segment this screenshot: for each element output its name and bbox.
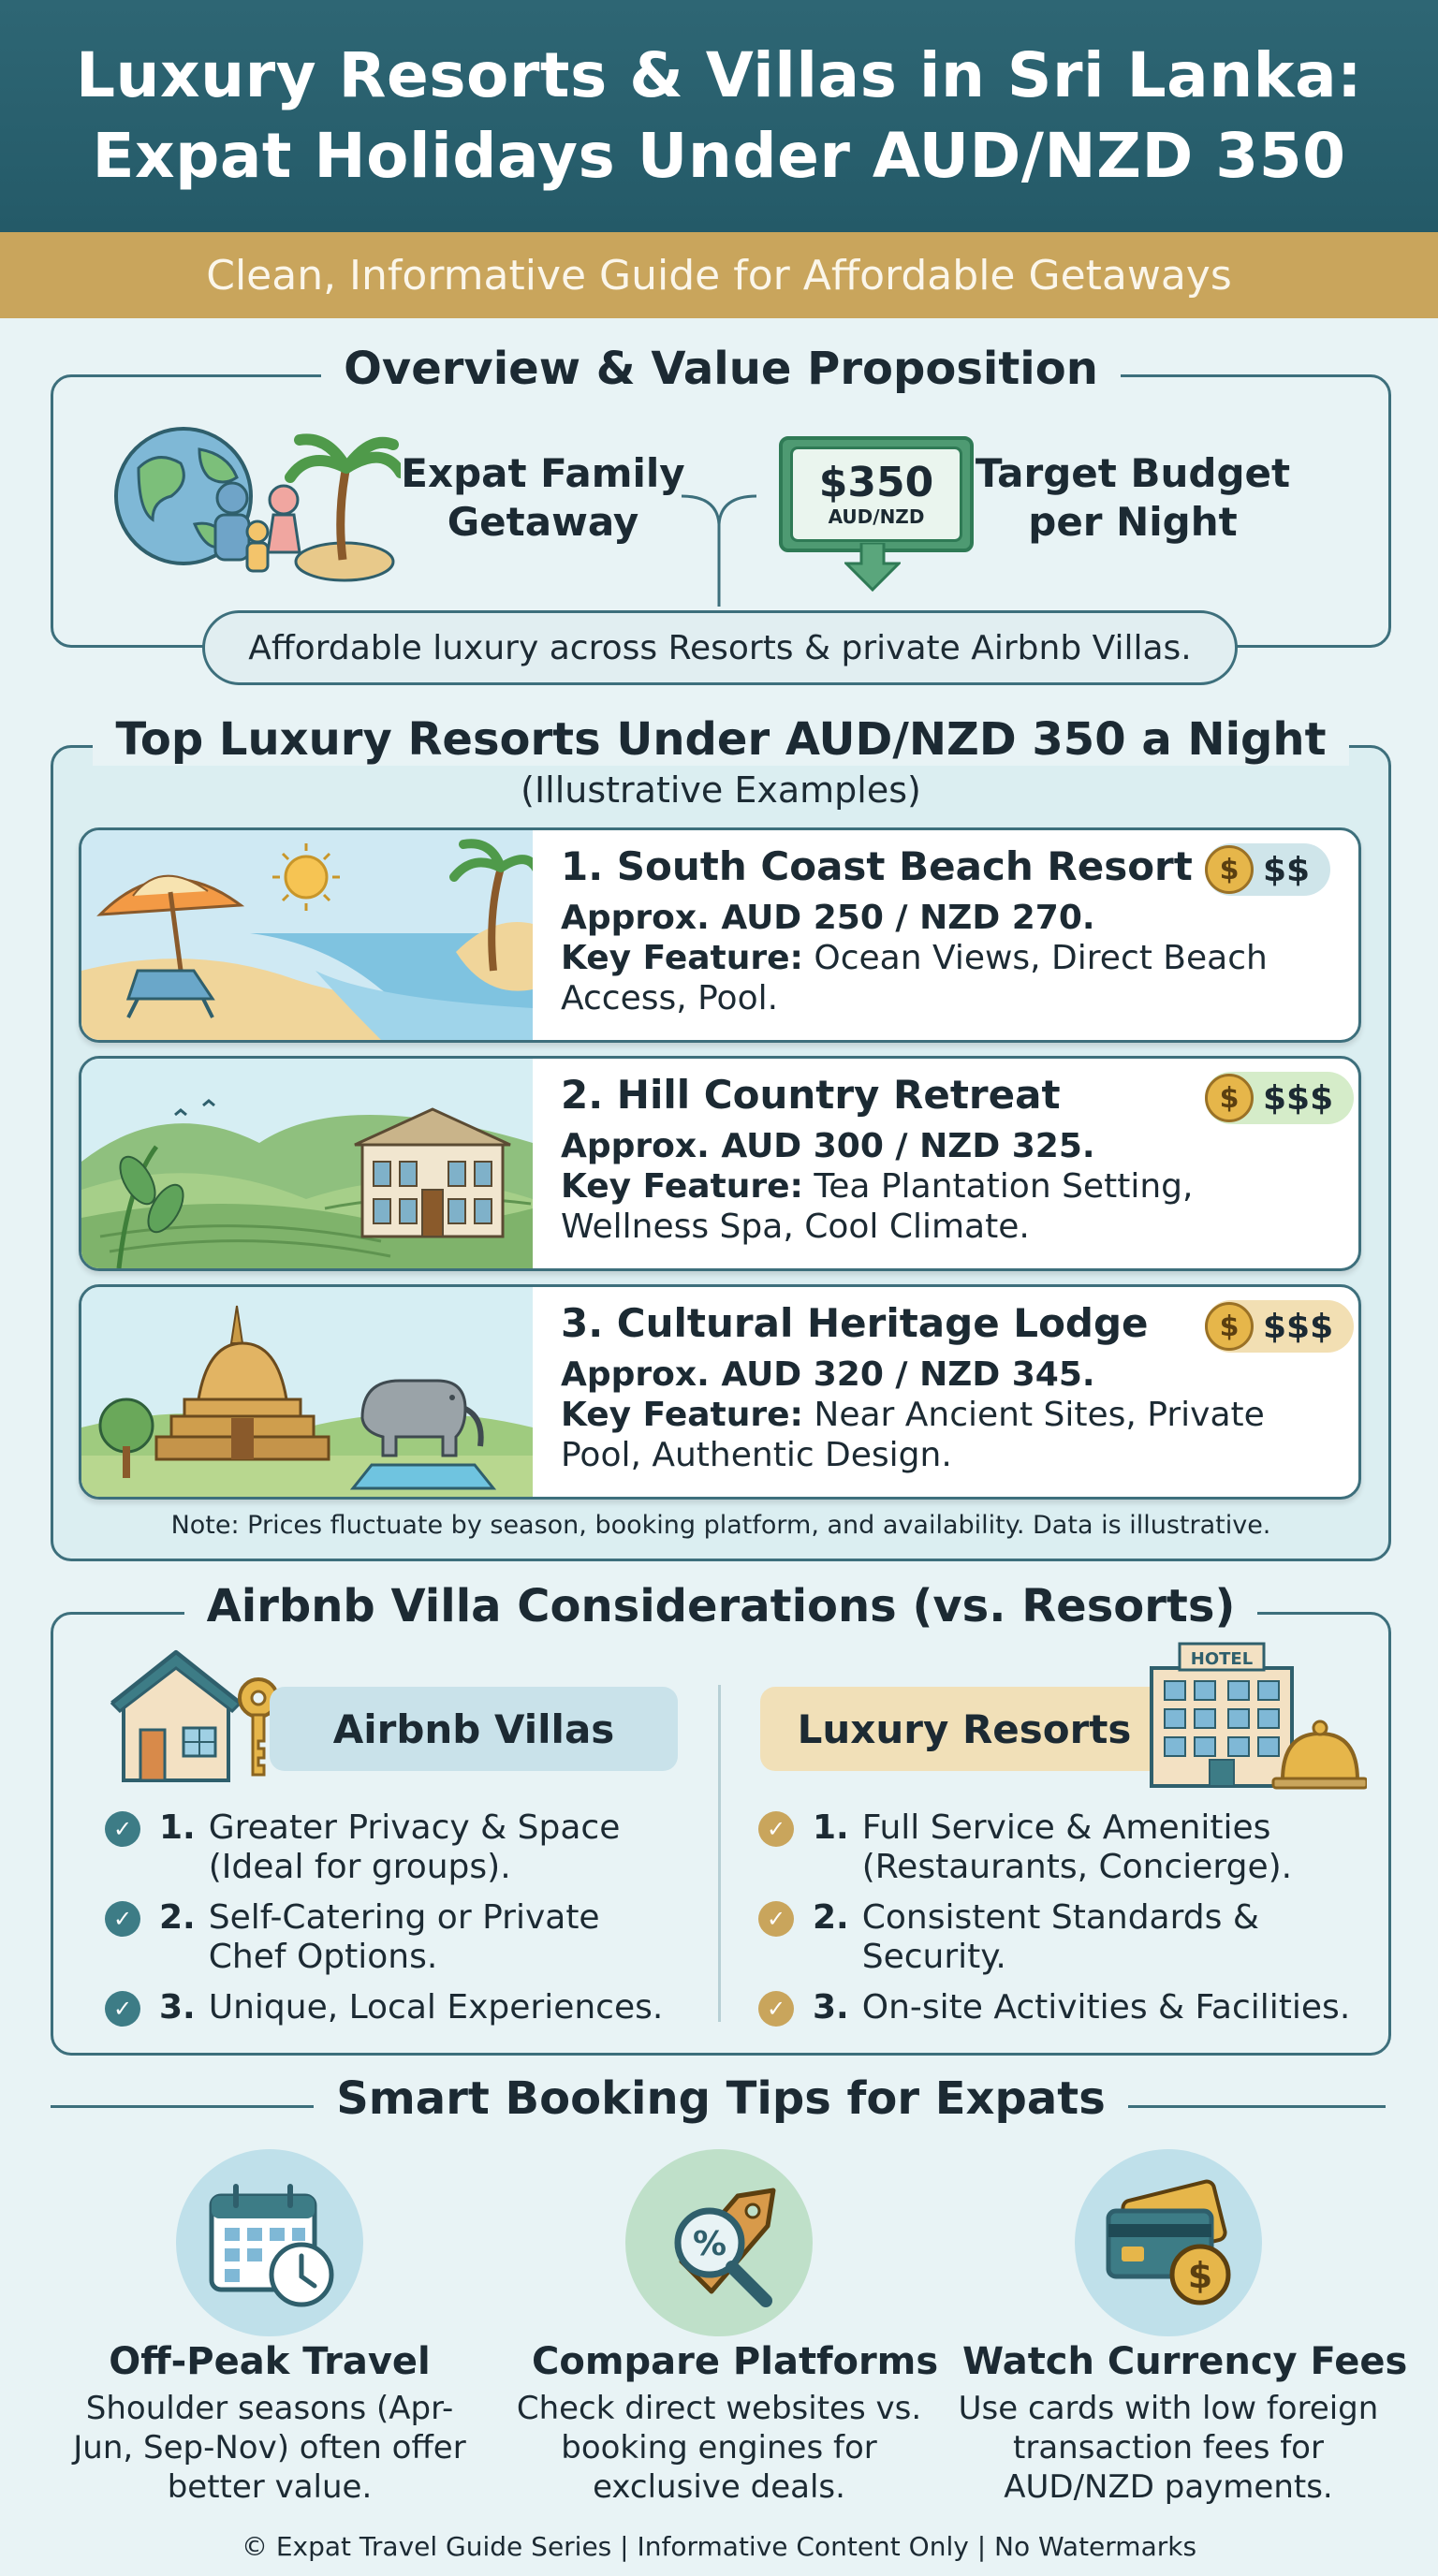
list-item-line1: Consistent Standards & [861,1898,1259,1937]
resort-3-details [561,1354,1338,1475]
list-item-number: 2. [813,1898,849,1937]
credit-card-coin-icon [1075,2149,1262,2336]
list-item-line1: Full Service & Amenities [861,1808,1271,1847]
price-note: Note: Prices fluctuate by season, booking platform, and availability. Data is illustrative. [170,1511,1271,1540]
list-item-line2: (Restaurants, Concierge). [861,1848,1293,1886]
resort-2-price-badge [1205,1072,1354,1124]
check-icon: ✓ [105,1991,140,2027]
list-item [105,1808,704,1887]
price-currency: AUD/NZD [828,505,925,528]
price-note-icon [779,436,974,552]
tip-3-line2: transaction fees for [1013,2429,1324,2466]
list-item [105,1988,704,2027]
check-icon: ✓ [758,1991,794,2027]
coin-glyph: $ [1187,2255,1213,2296]
key-feature-label: Key Feature: [561,939,803,977]
tips-title: Smart Booking Tips for Expats [314,2072,1128,2125]
list-item-text [862,1808,1292,1887]
resort-3-features-line1: Near Ancient Sites, Private [814,1396,1265,1434]
globe-family-icon [110,421,401,590]
tip-2-title: Compare Platforms [532,2340,939,2383]
list-item-number: 3. [159,1988,196,2027]
list-item-number: 1. [813,1808,849,1847]
cards-icon-circle [1075,2149,1262,2336]
tip-1-text [64,2389,476,2507]
calendar-icon-circle [176,2149,363,2336]
resort-3-price: Approx. AUD 320 / NZD 345. [561,1355,1095,1394]
resort-2-details [561,1126,1338,1247]
list-item-text [209,1808,621,1887]
resort-3-name: 3. Cultural Heritage Lodge [561,1300,1149,1346]
list-item [758,1808,1357,1887]
resort-2-tier: $$$ [1263,1078,1334,1118]
check-icon: ✓ [105,1811,140,1847]
list-item [758,1898,1357,1977]
price-tag-magnifier-icon [625,2149,813,2336]
resort-1-price: Approx. AUD 250 / NZD 270. [561,899,1095,937]
page-title-line2: Expat Holidays Under AUD/NZD 350 [92,120,1346,192]
calendar-clock-icon [176,2149,363,2336]
budget-label-line2: per Night [1028,499,1238,545]
resort-1-features-line2: Access, Pool. [561,979,779,1017]
resort-2-features-line2: Wellness Spa, Cool Climate. [561,1208,1030,1246]
list-item-line2: Security. [861,1938,1006,1976]
villas-heading: Airbnb Villas [270,1687,678,1771]
key-feature-label: Key Feature: [561,1396,803,1434]
villas-list [105,1808,704,2027]
list-item-text: Unique, Local Experiences. [208,1988,664,2027]
tip-2-line2: booking engines for [561,2429,877,2466]
family-getaway-label [393,449,693,547]
resort-1-details [561,898,1338,1018]
family-label-line1: Expat Family [401,450,685,496]
list-item-text [862,1898,1259,1977]
family-label-line2: Getaway [447,499,639,545]
down-arrow-icon [844,543,901,592]
overview-title: Overview & Value Proposition [321,343,1121,395]
list-item-number: 2. [159,1898,196,1937]
tip-1-line1: Shoulder seasons (Apr- [85,2390,454,2427]
hotel-bell-icon [1142,1640,1367,1790]
house-key-icon [103,1646,290,1786]
tip-1-line2: Jun, Sep-Nov) often offer [73,2429,466,2466]
resorts-heading: Luxury Resorts [760,1687,1168,1771]
key-feature-label: Key Feature: [561,1167,803,1206]
tip-3-line1: Use cards with low foreign [958,2390,1379,2427]
resort-1-features-line1: Ocean Views, Direct Beach [814,939,1268,977]
tip-2-line3: exclusive deals. [593,2468,845,2506]
page-title-line1: Luxury Resorts & Villas in Sri Lanka: [75,39,1362,111]
resort-card-hill[interactable] [79,1056,1361,1271]
coin-icon: $ [1205,845,1254,894]
footer-text: © Expat Travel Guide Series | Informative Content Only | No Watermarks [241,2531,1197,2562]
resort-3-price-badge [1205,1300,1354,1353]
tip-3-line3: AUD/NZD payments. [1004,2468,1333,2506]
price-amount: $350 [818,459,934,506]
bracket-connector [680,487,758,608]
tagline-pill: Affordable luxury across Resorts & private Airbnb Villas. [202,610,1238,685]
subtitle-banner: Clean, Informative Guide for Affordable Getaways [0,232,1438,318]
list-item [105,1898,704,1977]
list-item [758,1988,1357,2027]
coin-icon: $ [1205,1302,1254,1351]
list-item-text [209,1898,600,1977]
list-item-line1: Self-Catering or Private [208,1898,600,1937]
list-item-text: On-site Activities & Facilities. [861,1988,1351,2027]
tip-3-text [953,2389,1384,2507]
resort-2-price: Approx. AUD 300 / NZD 325. [561,1127,1095,1165]
percent-glyph: % [692,2225,727,2263]
list-item-line2: (Ideal for groups). [208,1848,511,1886]
column-divider [718,1685,721,2022]
resort-3-tier: $$$ [1263,1307,1334,1346]
list-item-number: 3. [813,1988,849,2027]
hotel-sign-text: HOTEL [1190,1649,1254,1669]
tip-1-title: Off-Peak Travel [109,2340,431,2383]
comparison-title: Airbnb Villa Considerations (vs. Resorts) [184,1580,1258,1632]
header-banner [0,0,1438,232]
resorts-title: Top Luxury Resorts Under AUD/NZD 350 a Night [93,713,1348,766]
resort-card-beach[interactable] [79,827,1361,1043]
resort-1-name: 1. South Coast Beach Resort [561,843,1193,889]
budget-label-line1: Target Budget [975,450,1291,496]
beach-illustration [81,830,533,1040]
list-item-line2: Chef Options. [208,1938,438,1976]
check-icon: ✓ [758,1811,794,1847]
resort-1-tier: $$ [1263,850,1311,889]
resort-2-features-line1: Tea Plantation Setting, [814,1167,1194,1206]
tag-icon-circle [625,2149,813,2336]
list-item-line1: Greater Privacy & Space [208,1808,621,1847]
budget-label [974,449,1292,547]
resorts-list [758,1808,1357,2027]
resort-card-heritage[interactable] [79,1284,1361,1500]
coin-icon: $ [1205,1074,1254,1122]
check-icon: ✓ [758,1901,794,1937]
resorts-subtitle: (Illustrative Examples) [521,769,921,811]
tip-2-text [513,2389,925,2507]
tip-2-line1: Check direct websites vs. [516,2390,922,2427]
resort-2-name: 2. Hill Country Retreat [561,1072,1061,1118]
heritage-illustration [81,1287,533,1497]
hill-country-illustration [81,1059,533,1268]
list-item-number: 1. [159,1808,196,1847]
tip-1-line3: better value. [167,2468,373,2506]
check-icon: ✓ [105,1901,140,1937]
tip-3-title: Watch Currency Fees [962,2340,1408,2383]
resort-1-price-badge [1205,843,1330,896]
resort-3-features-line2: Pool, Authentic Design. [561,1436,952,1474]
